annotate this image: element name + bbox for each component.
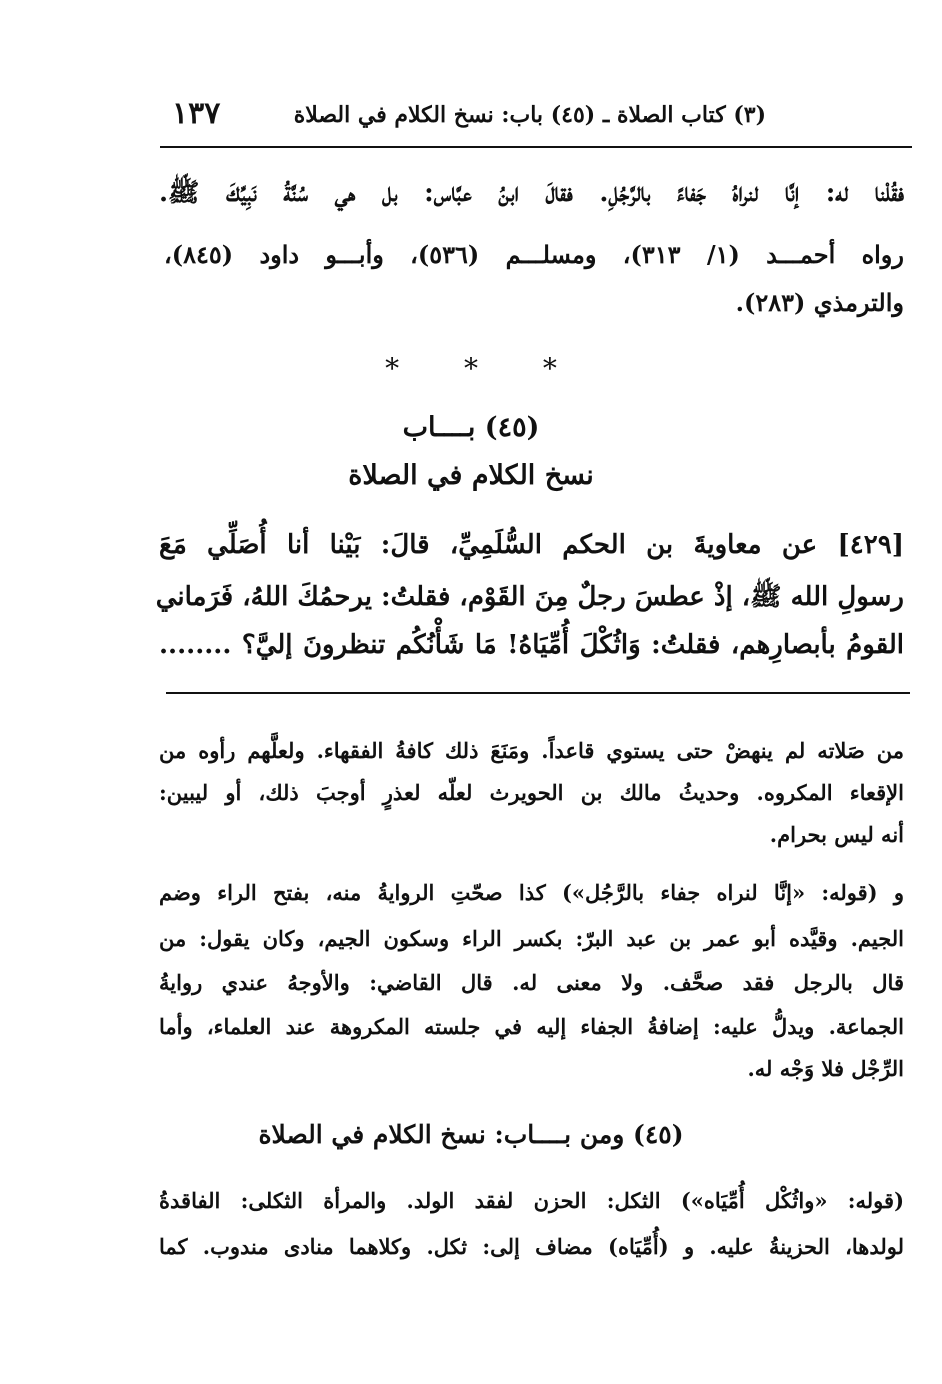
star-separator-icon: *	[385, 352, 400, 385]
star-separator-icon: *	[464, 352, 478, 385]
commentary-line: لولدها، الحزينةُ عليه. و (أُمِّيَاه) مضاف إلى: ثكل. وكلاهما منادى مندوب. كما	[159, 1234, 904, 1259]
commentary-line: (قوله: «واثُكْل أُمِّيَاه») الثكل: الحزن لفقد الولد. والمرأة الثكلى: الفاقدةُ	[159, 1188, 904, 1213]
commentary-line: الإقعاء المكروه. وحديثُ مالك بن الحويرث لعلّه لعذرٍ أوجبَ ذلك، أو ليبين:	[159, 780, 904, 805]
header-rule	[160, 146, 912, 148]
star-separator-icon: *	[542, 352, 557, 385]
hadith-line: رسولِ الله ﷺ، إذْ عطسَ رجلٌ مِنَ القَوْم، فقلتُ: يرحمُكَ اللهُ، فَرَماني	[155, 582, 904, 612]
hadith-line: القومُ بأبصارِهم، فقلتُ: وَاثُكْلَ أُمِّيَاهُ! مَا شَأْنُكُم تنظرونَ إليَّ؟ ........	[159, 630, 904, 660]
reference-line: رواه أحمـــد (١/ ٣١٣)، ومسلـــم (٥٣٦)، وأبـــو داود (٨٤٥)،	[164, 240, 904, 269]
chapter-title: نسخ الكلام في الصلاة	[348, 460, 594, 491]
commentary-line: الرِّجْل فلا وَجْه له.	[747, 1056, 904, 1081]
commentary-line: الجماعة. ويدلُّ عليه: إضافةُ الجفاء إليه في جلسته المكروهة عند العلماء، وأما	[159, 1014, 904, 1039]
running-title: (٣) كتاب الصلاة ـ (٤٥) باب: نسخ الكلام في الصلاة	[293, 102, 766, 128]
chapter-number: (٤٥) بــــاب	[402, 412, 540, 443]
reference-line: والترمذي (٢٨٣).	[735, 288, 904, 317]
commentary-line: قال بالرجل فقد صحَّف. ولا معنى له. قال القاضي: والأوجهُ عندي روايةُ	[159, 970, 904, 995]
commentary-heading: (٤٥) ومن بــــاب: نسخ الكلام في الصلاة	[258, 1120, 684, 1149]
hadith-line: [٤٢٩] عن معاويةَ بن الحكم السُّلَمِيِّ، قالَ: بَيْنا أنا أُصَلِّي مَعَ	[159, 530, 904, 560]
page-number: ١٣٧	[172, 96, 221, 131]
commentary-line: من صَلاته لم ينهضْ حتى يستوي قاعداً. ومَنَعَ ذلك كافةُ الفقهاء. ولعلَّهم رأوه من	[159, 738, 904, 763]
commentary-line: الجيم. وقيَّده أبو عمر بن عبد البرّ: بكسر الراء وسكون الجيم، وكان يقول: من	[159, 926, 904, 951]
section-separator	[0, 352, 942, 385]
commentary-line: أنه ليس بحرام.	[769, 822, 904, 847]
commentary-line: و (قوله: «إنَّا لنراه جفاء بالرَّجُل») كذا صحّتِ الروايةُ منه، بفتح الراء وضم	[159, 880, 904, 905]
intro-line: فقُلْنا له: إنَّا لنراهُ جَفاءً بالرَّجُلِ. فقالَ ابنُ عبَّاس: بل هي سُنَّةُ نَبِيِّكَ ﷺ.	[159, 178, 904, 208]
commentary-divider	[166, 692, 910, 694]
